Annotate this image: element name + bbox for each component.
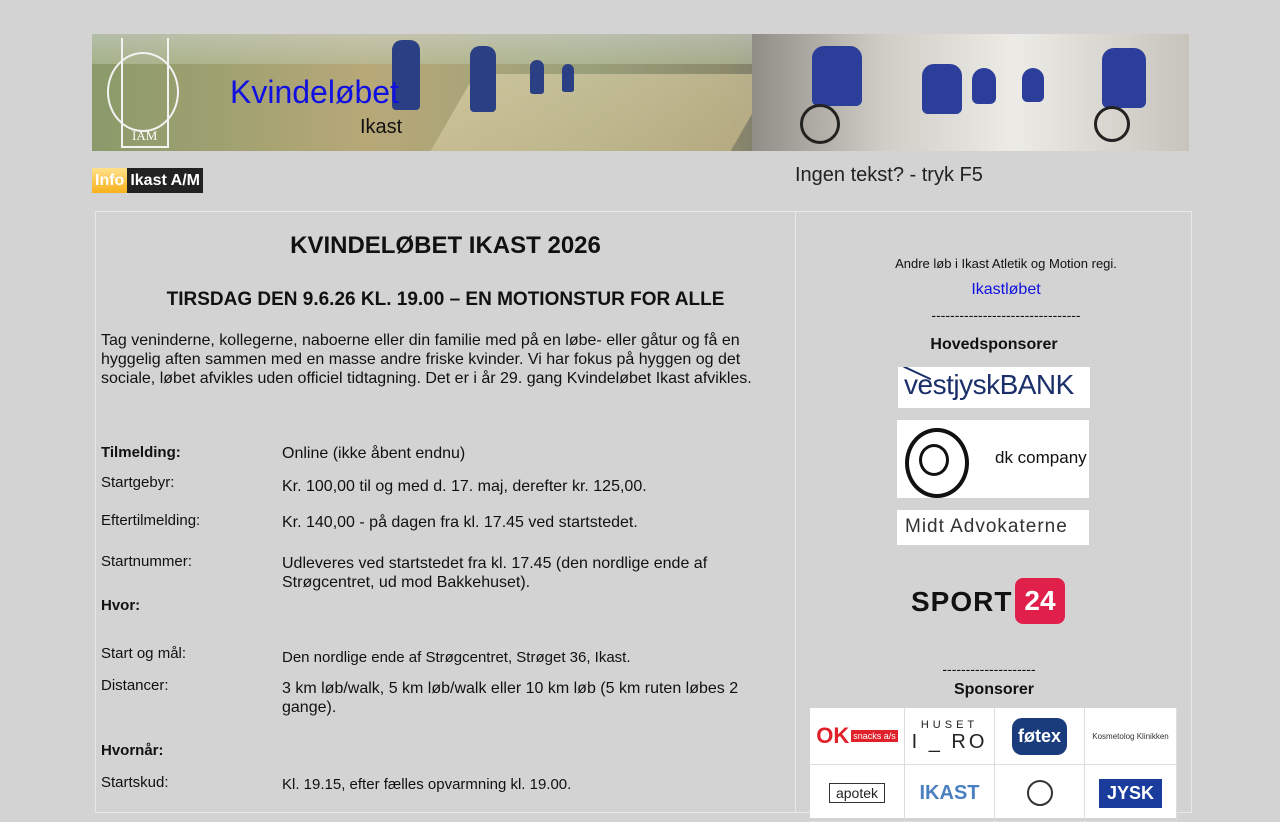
divider: -------------------------------- <box>931 307 1081 323</box>
midt-advokaterne-logo[interactable] <box>897 510 1089 545</box>
ok-sub-text: snacks a/s <box>853 731 896 741</box>
fotex-text: føtex <box>1012 718 1067 755</box>
sport24-text: SPORT <box>911 586 1013 617</box>
vestjysk-bank-logo[interactable] <box>898 367 1090 408</box>
info-label: Eftertilmelding: <box>101 512 201 529</box>
page-subtitle: TIRSDAG DEN 9.6.26 KL. 19.00 – EN MOTIONSTUR FOR ALLE <box>166 289 725 310</box>
info-value: Den nordlige ende af Strøgcentret, Strøget 36, Ikast. <box>282 649 631 666</box>
cyclist-figure <box>812 46 862 106</box>
main-content <box>95 211 795 813</box>
ok-snacks-logo[interactable] <box>810 708 905 765</box>
nav-tabs <box>92 168 203 193</box>
other-races-text: Andre løb i Ikast Atletik og Motion regi. <box>895 256 1117 271</box>
header-banner <box>92 34 1189 151</box>
tab-ikast-am[interactable]: Ikast A/M <box>127 168 203 193</box>
main-sponsors-heading: Hovedsponsorer <box>930 336 1058 353</box>
info-value: Kr. 100,00 til og med d. 17. maj, derefter kr. 125,00. <box>282 478 647 495</box>
dk-company-logo[interactable] <box>897 420 1089 498</box>
cyclist-figure <box>972 68 996 104</box>
huset-iro-logo[interactable] <box>905 708 995 765</box>
cyclist-figure <box>1022 68 1044 102</box>
apotek-logo[interactable] <box>810 765 905 822</box>
info-value: 3 km løb/walk, 5 km løb/walk eller 10 km løb (5 km ruten løbes 2 gange). <box>282 680 739 716</box>
ikastlobet-link[interactable]: Ikastløbet <box>971 281 1041 298</box>
ikast-logo[interactable] <box>905 765 995 822</box>
banner-subtitle: Ikast <box>360 116 403 138</box>
round-emblem-icon <box>1027 780 1053 806</box>
jysk-logo[interactable] <box>1085 765 1177 822</box>
cyclist-figure <box>1102 48 1146 108</box>
jysk-text: JYSK <box>1099 779 1162 808</box>
section-label-when: Hvornår: <box>101 742 164 759</box>
info-value: Kr. 140,00 - på dagen fra kl. 17.45 ved startstedet. <box>282 514 638 531</box>
info-label: Startnummer: <box>101 553 192 570</box>
vestjysk-logo-text: vestjyskBANK <box>904 369 1074 400</box>
info-value: Online (ikke åbent endnu) <box>282 445 466 462</box>
runner-figure <box>470 46 496 112</box>
divider: -------------------- <box>942 661 1036 677</box>
iro-text: I _ RO <box>911 730 988 753</box>
sponsor-round-logo[interactable] <box>995 765 1085 822</box>
ikast-text: IKAST <box>919 781 980 804</box>
section-label-where: Hvor: <box>101 597 141 614</box>
info-label: Startgebyr: <box>101 474 175 491</box>
info-label: Distancer: <box>101 677 169 694</box>
dk-company-text: dk company <box>995 448 1087 467</box>
info-value: Kl. 19.15, efter fælles opvarmning kl. 19.00. <box>282 776 572 793</box>
fotex-logo[interactable] <box>995 708 1085 765</box>
page-title: KVINDELØBET IKAST 2026 <box>290 232 601 259</box>
midt-advokaterne-text: Midt Advokaterne <box>905 516 1068 537</box>
kosmetolog-logo[interactable] <box>1085 708 1177 765</box>
ok-text: OK <box>816 723 850 748</box>
kosmetolog-text: Kosmetolog Klinikken <box>1092 731 1169 741</box>
refresh-notice: Ingen tekst? - tryk F5 <box>795 164 983 186</box>
sidebar <box>795 211 1192 813</box>
tab-info[interactable]: Info <box>92 168 127 193</box>
banner-title: Kvindeløbet <box>230 74 399 110</box>
apotek-text: apotek <box>829 783 885 803</box>
info-label: Startskud: <box>101 774 169 791</box>
info-label: Tilmelding: <box>101 444 181 461</box>
intro-text: Tag veninderne, kollegerne, naboerne eller din familie med på en løbe- eller gåtur og få en hyggelig aften sammen med en masse andre friske kvinder. Vi har fokus på hyggen og det sociale, løbet afvikles uden officiel tidtagning. Det er i år 29. gang Kvindeløbet Ikast afvikles. <box>101 332 752 387</box>
ikastlobet-link-wrap <box>796 281 1216 299</box>
info-value: Udleveres ved startstedet fra kl. 17.45 (den nordlige ende af Strøgcentret, ud mod Bakkehuset). <box>282 555 708 591</box>
sponsors-heading: Sponsorer <box>953 681 1034 698</box>
sponsor-grid <box>810 708 1177 818</box>
runner-figure <box>562 64 574 92</box>
cyclist-figure <box>922 64 962 114</box>
club-logo-text: IAM <box>132 128 158 143</box>
runner-figure <box>530 60 544 94</box>
bike-wheel <box>800 104 840 144</box>
huset-text: HUSET <box>920 718 979 731</box>
sport24-logo[interactable] <box>911 578 1071 624</box>
sport24-badge: 24 <box>1015 578 1065 624</box>
info-label: Start og mål: <box>101 645 187 662</box>
flower-center-icon <box>919 444 949 476</box>
bike-wheel <box>1094 106 1130 142</box>
